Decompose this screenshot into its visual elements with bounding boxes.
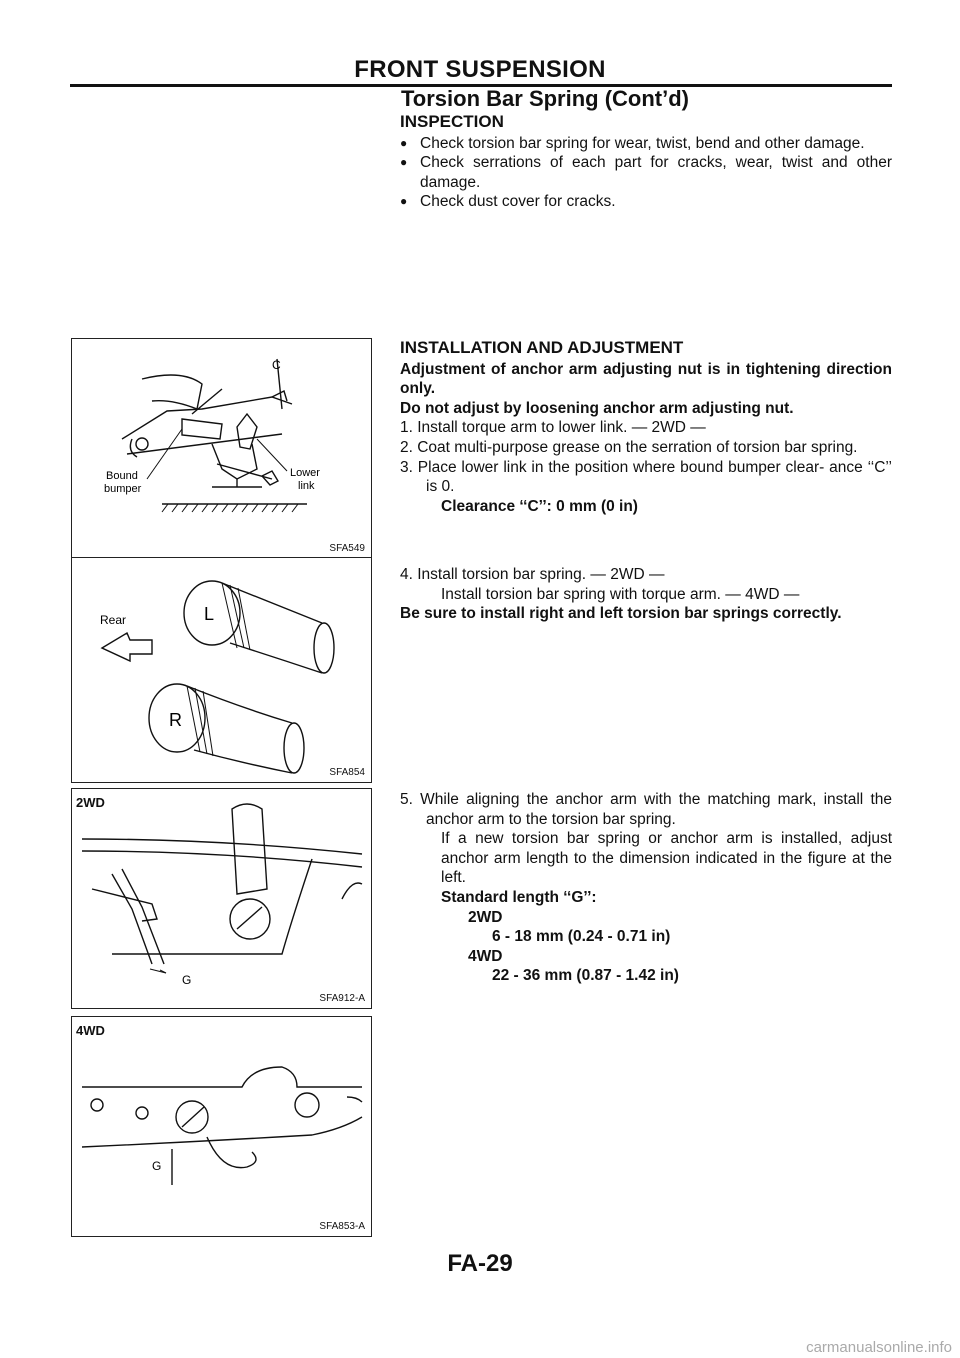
step-1: 1. Install torque arm to lower link. — 2WD —: [400, 419, 706, 437]
caution-loosen: Do not adjust by loosening anchor arm adjusting nut.: [400, 399, 794, 417]
label-r: R: [169, 710, 182, 730]
label-bound: Bound: [106, 470, 138, 482]
step-5: 5. While aligning the anchor arm with the matching mark, install the anchor arm to the torsion bar spring.: [400, 791, 892, 828]
label-c: C: [272, 358, 281, 372]
standard-length-label: Standard length ‘‘G’’:: [441, 888, 597, 906]
label-link: link: [298, 480, 315, 492]
spec-2wd-value: 6 - 18 mm (0.24 - 0.71 in): [492, 928, 671, 946]
figure-sfa912a: [71, 788, 372, 1009]
label-rear: Rear: [100, 613, 127, 627]
step5-section: [400, 790, 892, 986]
label-g: G: [182, 973, 192, 987]
torsion-bar-ends-illustration: [72, 558, 371, 782]
anchor-arm-2wd-illustration: [72, 789, 371, 1008]
watermark: carmanualsonline.info: [806, 1339, 952, 1356]
figure-title: 2WD: [76, 795, 105, 810]
figure-code: SFA853-A: [319, 1221, 365, 1232]
figure-sfa549: [71, 338, 372, 559]
clearance-spec: Clearance ‘‘C’’: 0 mm (0 in): [441, 497, 638, 515]
section-title: FRONT SUSPENSION: [354, 56, 606, 83]
page-subtitle: Torsion Bar Spring (Cont’d): [401, 86, 690, 111]
figure-sfa854: [71, 557, 372, 783]
bound-bumper-illustration: [72, 339, 371, 558]
figure-title: 4WD: [76, 1023, 105, 1038]
label-l: L: [204, 604, 215, 624]
caution-right-left: Be sure to install right and left torsion bar springs correctly.: [400, 605, 842, 623]
inspection-item: ● Check torsion bar spring for wear, twist, bend and other damage.: [400, 134, 892, 154]
spec-2wd-label: 2WD: [468, 908, 503, 926]
inspection-item: ● Check serrations of each part for cracks, wear, twist and other damage.: [400, 153, 892, 192]
anchor-arm-4wd-illustration: [72, 1017, 371, 1236]
step-3: 3. Place lower link in the position where bound bumper clear- ance ‘‘C’’ is 0.: [400, 458, 892, 496]
inspection-section: [400, 112, 892, 212]
inspection-heading: INSPECTION: [400, 112, 504, 131]
label-bumper: bumper: [104, 483, 142, 495]
figure-code: SFA912-A: [319, 993, 365, 1004]
step-2: 2. Coat multi-purpose grease on the serration of torsion bar spring.: [400, 438, 858, 456]
installation-section: [400, 338, 892, 516]
step-4-4wd: Install torsion bar spring with torque arm. — 4WD —: [441, 585, 800, 603]
installation-heading: INSTALLATION AND ADJUSTMENT: [400, 338, 684, 357]
spec-4wd-label: 4WD: [468, 947, 503, 965]
page-number: FA-29: [447, 1250, 513, 1277]
figure-sfa853a: [71, 1016, 372, 1237]
step-4: 4. Install torsion bar spring. — 2WD —: [400, 566, 665, 583]
figure-code: SFA549: [329, 543, 365, 554]
spec-4wd-value: 22 - 36 mm (0.87 - 1.42 in): [492, 967, 679, 985]
label-lower: Lower: [290, 467, 320, 479]
inspection-item: ● Check dust cover for cracks.: [400, 192, 892, 212]
label-g: G: [152, 1159, 162, 1173]
figure-code: SFA854: [329, 767, 365, 778]
step-5-note: If a new torsion bar spring or anchor arm is installed, adjust anchor arm length to the dimension indicated in the figure at the left.: [441, 830, 892, 887]
step4-section: [400, 565, 892, 624]
caution-adjust: Adjustment of anchor arm adjusting nut is in tightening direction only.: [400, 360, 892, 398]
